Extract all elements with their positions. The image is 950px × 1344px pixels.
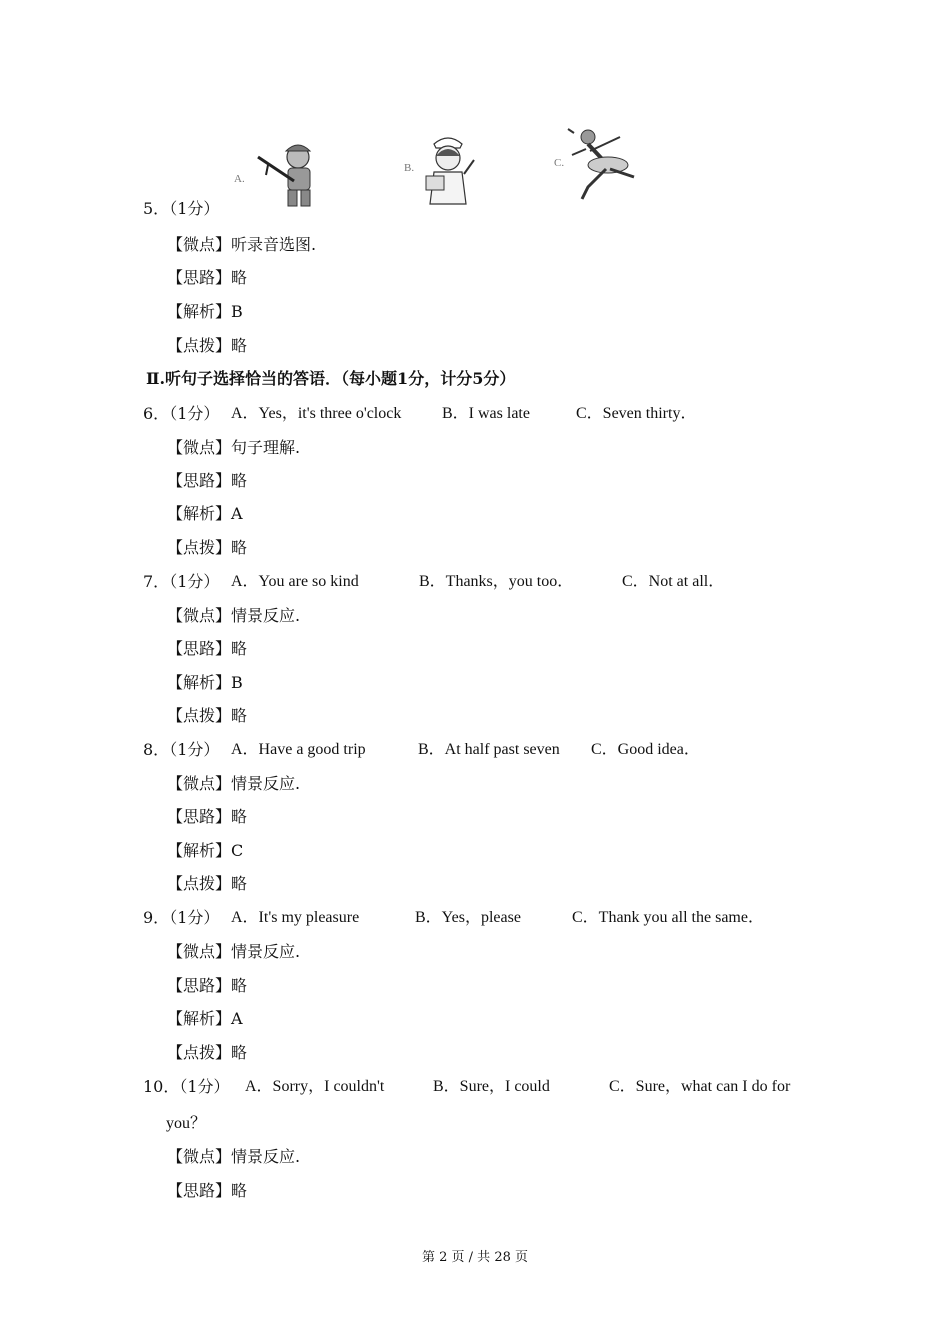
tip: 【点拨】略 <box>167 706 248 725</box>
question-score: （1分） <box>169 199 220 218</box>
question-score: （1分） <box>169 404 220 423</box>
tip: 【点拨】略 <box>167 874 248 893</box>
picture-option-a <box>228 135 323 210</box>
option-a: A．You are so kind <box>231 573 359 590</box>
option-b: B．Thanks，you too． <box>419 573 574 590</box>
approach: 【思路】略 <box>167 807 248 826</box>
analysis: 【解析】B <box>167 302 243 321</box>
section-heading: Ⅱ.听句子选择恰当的答语．（每小题1分，计分5分） <box>146 369 516 388</box>
approach: 【思路】略 <box>167 471 248 490</box>
option-a: A．Have a good trip <box>231 741 366 758</box>
analysis: 【解析】A <box>167 504 243 523</box>
option-b: B．Yes，please <box>415 909 521 926</box>
picture-label-a: A. <box>234 173 245 185</box>
micro-point: 【微点】情景反应. <box>167 942 301 961</box>
question-7 <box>143 572 843 592</box>
micro-point: 【微点】情景反应. <box>167 606 301 625</box>
option-a: A．It's my pleasure <box>231 909 360 926</box>
question-number: 5． <box>143 199 170 218</box>
micro-point: 【微点】听录音选图. <box>167 235 317 254</box>
question-6 <box>143 404 843 424</box>
option-c: C．Not at all． <box>622 573 725 590</box>
question-9 <box>143 908 843 928</box>
tip: 【点拨】略 <box>167 1043 248 1062</box>
picture-option-c <box>548 125 658 205</box>
analysis: 【解析】C <box>167 841 244 860</box>
option-b: B．I was late <box>442 405 530 422</box>
micro-point: 【微点】情景反应. <box>167 774 301 793</box>
option-c-continued: you？ <box>166 1115 207 1132</box>
tip: 【点拨】略 <box>167 538 248 557</box>
approach: 【思路】略 <box>167 268 248 287</box>
question-number: 6． <box>143 404 170 423</box>
approach: 【思路】略 <box>167 1181 248 1200</box>
approach: 【思路】略 <box>167 639 248 658</box>
approach: 【思路】略 <box>167 976 248 995</box>
question-score: （1分） <box>179 1077 230 1096</box>
option-a: A．Sorry，I couldn't <box>245 1078 385 1095</box>
question-10 <box>143 1077 843 1097</box>
tip: 【点拨】略 <box>167 336 248 355</box>
page-footer: 第 2 页 / 共 28 页 <box>422 1250 528 1265</box>
option-c: C．Good idea． <box>591 741 700 758</box>
question-score: （1分） <box>169 740 220 759</box>
micro-point: 【微点】句子理解. <box>167 438 301 457</box>
analysis: 【解析】B <box>167 673 243 692</box>
question-5 <box>143 199 219 219</box>
picture-options <box>228 125 668 210</box>
picture-option-b <box>398 130 498 210</box>
picture-label-c: C. <box>554 157 565 169</box>
analysis: 【解析】A <box>167 1009 243 1028</box>
question-number: 7． <box>143 572 170 591</box>
option-b: B．At half past seven <box>418 741 560 758</box>
dancer-image <box>548 125 658 205</box>
question-score: （1分） <box>169 908 220 927</box>
micro-point: 【微点】情景反应. <box>167 1147 301 1166</box>
option-a: A．Yes，it's three o'clock <box>231 405 402 422</box>
question-score: （1分） <box>169 572 220 591</box>
option-c: C．Seven thirty． <box>576 405 697 422</box>
question-8 <box>143 740 843 760</box>
question-number: 10． <box>143 1077 180 1096</box>
option-c: C．Sure，what can I do for <box>609 1078 791 1095</box>
option-b: B．Sure，I could <box>433 1078 550 1095</box>
question-number: 9． <box>143 908 170 927</box>
question-number: 8． <box>143 740 170 759</box>
option-c: C．Thank you all the same． <box>572 909 764 926</box>
picture-label-b: B. <box>404 162 415 174</box>
